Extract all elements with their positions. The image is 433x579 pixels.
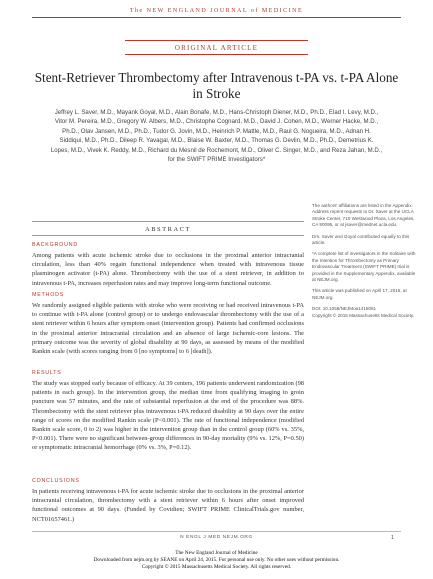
conclusions-heading: CONCLUSIONS	[32, 478, 80, 484]
methods-text: We randomly assigned eligible patients with stroke who were receiving or had received intravenous t-PA to continue with t-PA alone (control group) or to undergo endovascular thrombectomy with the use of a stent retriever within 6 hours after symptom onset (intervention group). Patients had confirmed occlusions in the proximal anterior intracranial circulation and an absence of large ischemic-core lesions. The primary outcome was the severity of global disability at 90 days, as assessed by means of the modified Rankin scale (with scores ranging from 0 [no symptoms] to 6 [death]).	[32, 302, 304, 356]
article-label-rule-bottom	[125, 54, 308, 55]
affiliations-note: The authors' affiliations are listed in the Appendix. Address reprint requests to Dr. Saver at the UCLA Stroke Center, 710 Westwood Plaza, Los Angeles, CA 90095, or at jsaver@mednet.ucla.edu.	[312, 203, 415, 228]
abstract-rule-top	[32, 221, 304, 222]
article-title: Stent-Retriever Thrombectomy after Intravenous t-PA vs. t-PA Alone in Stroke	[34, 70, 399, 101]
abstract-rule-bottom	[32, 235, 304, 236]
methods-heading: METHODS	[32, 292, 65, 298]
background-heading: BACKGROUND	[32, 242, 78, 248]
download-journal-name: The New England Journal of Medicine	[175, 550, 258, 556]
journal-footer: N ENGL J MED NEJM.ORG	[180, 535, 253, 540]
background-section	[32, 242, 304, 288]
masthead-rule	[32, 17, 401, 18]
author-list: Jeffrey L. Saver, M.D., Mayank Goyal, M.D., Alain Bonafe, M.D., Hans-Christoph Diener, M.D., Ph.D., Elad I. Levy, M.D., Vitor M. Pereira, M.D., Gregory W. Albers, M.D., Christophe Cognard, M.D., David J. Cohen, M.D., Werner Hacke, M.D., Ph.D., Olav Jansen, M.D., Ph.D., Tudor G. Jovin, M.D., Heinrich P. Mattle, M.D., Raul G. Nogueira, M.D., Adnan H. Siddiqui, M.D., Ph.D., Dileep R. Yavagal, M.D., Blaise W. Baxter, M.D., Thomas G. Devlin, M.D., Ph.D., Demetrius K. Lopes, M.D., Vivek K. Reddy, M.D., Richard du Mesnil de Rochemont, M.D., Oliver C. Singer, M.D., and Reza Jahan, M.D., for the SWIFT PRIME Investigators*	[50, 109, 383, 164]
background-text: Among patients with acute ischemic stroke due to occlusions in the proximal anterior intracranial circulation, less than 40% regain functional independence when treated with intravenous tissue plasminogen activator (t-PA) alone. Thrombectomy with the use of a stent retriever, in addition to intravenous t-PA, increases reperfusion rates and may improve long-term functional outcome.	[32, 252, 304, 287]
conclusions-section	[32, 478, 304, 524]
results-section	[32, 370, 304, 453]
article-type-label: ORIGINAL ARTICLE	[174, 44, 259, 52]
publication-note: This article was published on April 17, 2015, at NEJM.org.	[312, 288, 407, 300]
investigators-note: *A complete list of investigators in the Solitaire with the Intention for Thrombectomy as Primary Endovascular Treatment (SWIFT PRIME) trial is provided in the Supplementary Appendix, available at NEJM.org.	[312, 251, 416, 283]
doi-line: DOI: 10.1056/NEJMoa1415061	[312, 306, 377, 312]
sidebar-notes	[312, 203, 420, 324]
page-number: 1	[391, 535, 394, 541]
download-notice	[0, 550, 433, 571]
contribution-note: Drs. Saver and Goyal contributed equally to this article.	[312, 233, 410, 246]
footer-rule	[32, 531, 401, 532]
copyright-line: Copyright © 2015 Massachusetts Medical Society.	[312, 312, 415, 318]
download-statement: Downloaded from nejm.org by SEANE on April 24, 2015. For personal use only. No other uses without permission.	[93, 557, 340, 563]
article-label-rule-top	[125, 40, 308, 41]
abstract-heading: ABSTRACT	[145, 226, 191, 233]
conclusions-text: In patients receiving intravenous t-PA for acute ischemic stroke due to occlusions in the proximal anterior intracranial circulation, thrombectomy with a stent retriever within 6 hours after onset improved functional outcomes at 90 days. (Funded by Covidien; SWIFT PRIME ClinicalTrials.gov number, NCT01657461.)	[32, 488, 304, 523]
results-text: The study was stopped early because of efficacy. At 39 centers, 196 patients underwent randomization (98 patients in each group). In the intervention group, the median time from qualifying imaging to groin puncture was 57 minutes, and the rate of substantial reperfusion at the end of the procedure was 88%. Thrombectomy with the stent retriever plus intravenous t-PA reduced disability at 90 days over the entire range of scores on the modified Rankin scale (P<0.001). The rate of functional independence (modified Rankin scale score, 0 to 2) was higher in the intervention group than in the control group (60% vs. 35%, P<0.001). There were no significant between-group differences in 90-day mortality (9% vs. 12%, P=0.50) or symptomatic intracranial hemorrhage (0% vs. 3%, P=0.12).	[32, 380, 304, 452]
results-heading: RESULTS	[32, 370, 62, 376]
download-copyright: Copyright © 2015 Massachusetts Medical Society. All rights reserved.	[141, 564, 292, 570]
journal-masthead: The NEW ENGLAND JOURNAL of MEDICINE	[129, 8, 304, 14]
methods-section	[32, 292, 304, 356]
